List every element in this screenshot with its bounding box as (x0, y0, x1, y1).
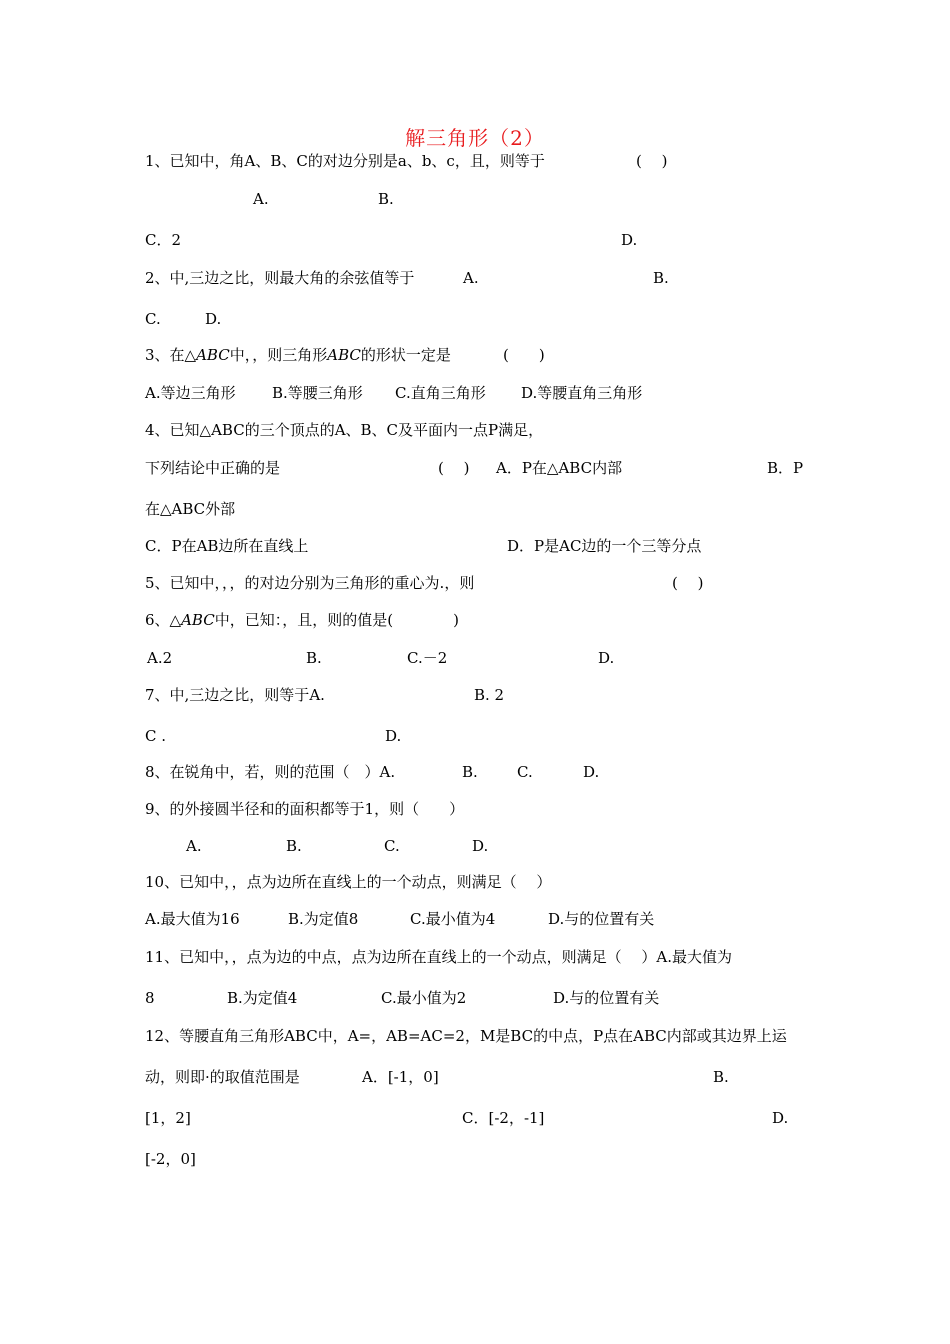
q4-option-c: C．P在AB边所在直线上 (145, 537, 309, 555)
q8-stem: 8、在锐角中，若，则的范围（ ）A. (145, 763, 396, 781)
q10-option-b: B.为定值8 (288, 910, 359, 928)
q11-option-c: C.最小值为2 (381, 989, 467, 1007)
q1-option-a: A. (253, 190, 269, 208)
q6-option-d: D. (598, 649, 615, 667)
q9-option-c: C. (384, 837, 400, 855)
q12-stem-line1: 12、等腰直角三角形ABC中，A=，AB=AC=2，M是BC的中点，P点在ABC内部或其边界上运 (145, 1027, 787, 1045)
q7-option-b: B. 2 (474, 686, 505, 704)
q10-option-d: D.与的位置有关 (548, 910, 655, 928)
q4-answer-paren: ( ) (438, 459, 470, 477)
q7-option-d: D. (385, 727, 402, 745)
q3-option-b: B.等腰三角形 (272, 384, 363, 402)
q6-stem-post: 中，已知：，且，则的值是( ) (214, 611, 459, 629)
q6-option-a: A.2 (147, 649, 173, 667)
q3-stem-abc-2: ABC (327, 346, 361, 364)
q3-answer-paren: ( ) (503, 346, 545, 364)
q4-option-b-cont: 在△ABC外部 (145, 500, 236, 518)
q3-stem-mid: 中，，则三角形 (229, 346, 328, 364)
q6-stem-pre: 6、△ (145, 611, 182, 629)
q6-stem (145, 610, 459, 630)
q1-option-c: C．2 (145, 231, 182, 249)
q12-option-a: A．[-1，0] (362, 1068, 439, 1086)
q1-option-b: B. (378, 190, 394, 208)
page-title: 解三角形（2） (405, 126, 545, 150)
q4-option-b: B．P (767, 459, 804, 477)
q3-stem (145, 345, 451, 365)
q10-option-c: C.最小值为4 (410, 910, 496, 928)
q4-option-d: D．P是AC边的一个三等分点 (507, 537, 702, 555)
q9-option-a: A. (186, 837, 202, 855)
q4-option-a: A．P在△ABC内部 (496, 459, 623, 477)
q10-option-a: A.最大值为16 (145, 910, 240, 928)
q5-answer-paren: ( ) (672, 574, 704, 592)
q3-option-a: A.等边三角形 (145, 384, 236, 402)
q3-stem-pre: 3、在△ (145, 346, 197, 364)
q2-option-a: A. (463, 269, 479, 287)
q11-stem: 11、已知中，，点为边的中点，点为边所在直线上的一个动点，则满足（ ）A.最大值为 (145, 948, 732, 966)
q9-option-d: D. (472, 837, 489, 855)
q2-option-c: C. (145, 310, 161, 328)
q8-option-c: C. (517, 763, 533, 781)
q8-option-d: D. (583, 763, 600, 781)
q6-option-b: B. (306, 649, 322, 667)
q4-stem-line2: 下列结论中正确的是 (145, 459, 281, 477)
q9-stem: 9、的外接圆半径和的面积都等于1，则（ ） (145, 800, 465, 818)
q6-option-c: C.－2 (407, 649, 448, 667)
q2-option-d: D. (205, 310, 222, 328)
q11-option-b: B.为定值4 (227, 989, 298, 1007)
q3-option-d: D.等腰直角三角形 (521, 384, 643, 402)
q8-option-b: B. (462, 763, 478, 781)
q2-stem: 2、中,三边之比，则最大角的余弦值等于 (145, 269, 415, 287)
q7-stem: 7、中,三边之比，则等于A. (145, 686, 325, 704)
q5-stem: 5、已知中，，，的对边分别为三角形的重心为.，则 (145, 574, 475, 592)
q9-option-b: B. (286, 837, 302, 855)
q1-answer-paren: ( ) (636, 152, 668, 170)
q7-option-c: C . (145, 727, 167, 745)
q1-stem: 1、已知中，角A、B、C的对边分别是a、b、c，且，则等于 (145, 152, 545, 170)
q12-option-b-value: [1，2] (145, 1109, 191, 1127)
q12-option-d: D. (772, 1109, 789, 1127)
q1-option-d: D. (621, 231, 638, 249)
q12-stem-line2: 动，则即·的取值范围是 (145, 1068, 300, 1086)
q11-option-a-cont: 8 (145, 989, 155, 1007)
q3-stem-abc: ABC (196, 346, 230, 364)
q2-option-b: B. (653, 269, 669, 287)
q4-stem-line1: 4、已知△ABC的三个顶点的A、B、C及平面内一点P满足， (145, 421, 544, 439)
q3-stem-post: 的形状一定是 (360, 346, 451, 364)
q3-option-c: C.直角三角形 (395, 384, 486, 402)
q11-option-d: D.与的位置有关 (553, 989, 660, 1007)
q6-stem-abc: ABC (181, 611, 215, 629)
q12-option-b: B. (713, 1068, 729, 1086)
q10-stem: 10、已知中，，点为边所在直线上的一个动点，则满足（ ） (145, 873, 552, 891)
q12-option-c: C．[-2，-1] (462, 1109, 545, 1127)
q12-option-d-value: [-2，0] (145, 1150, 196, 1168)
